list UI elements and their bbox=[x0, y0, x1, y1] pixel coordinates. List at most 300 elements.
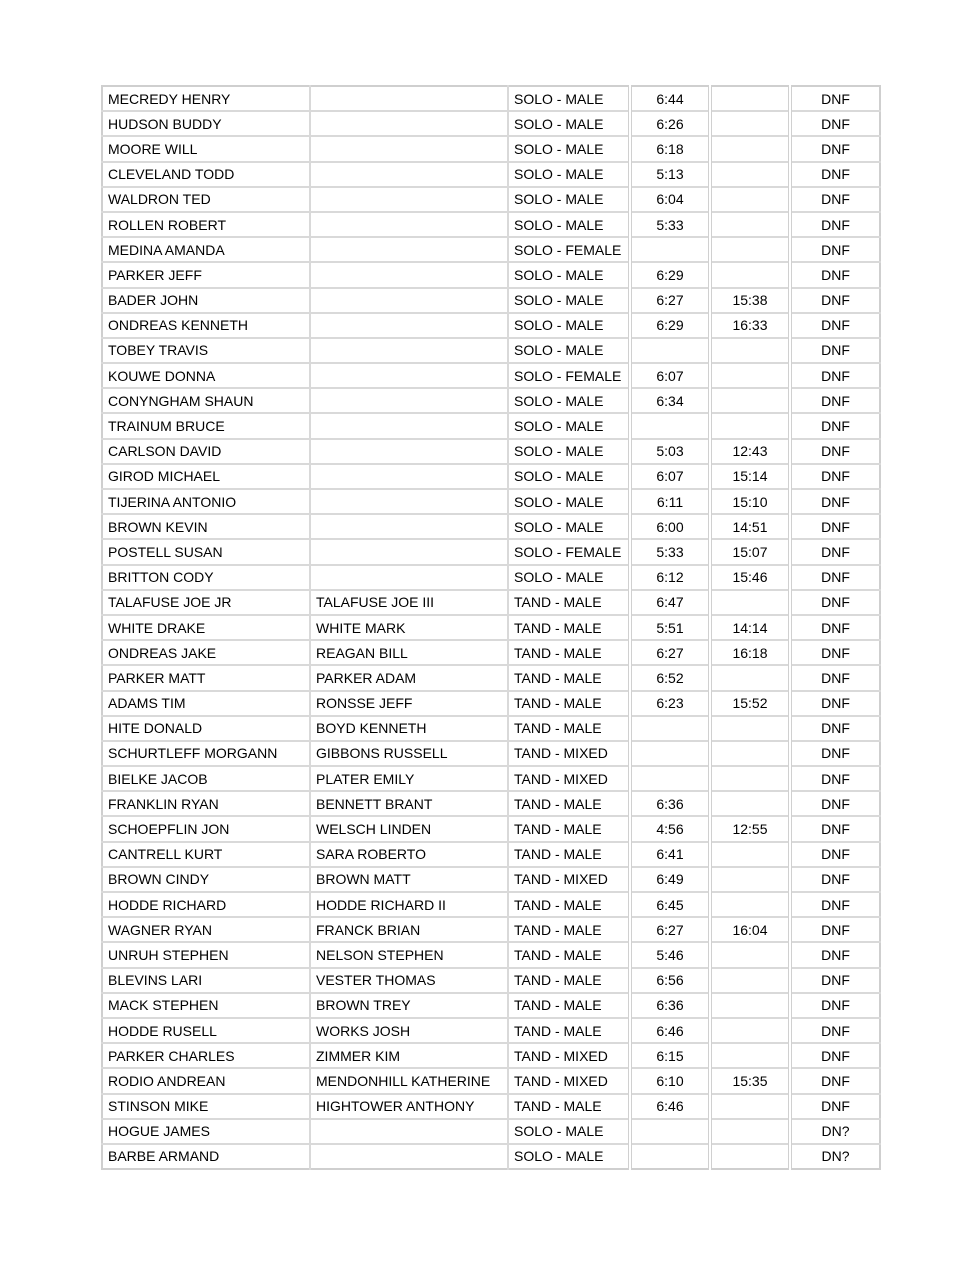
category-cell: TAND - MALE bbox=[508, 1018, 630, 1043]
partner-name-cell: VESTER THOMAS bbox=[310, 968, 508, 993]
category-cell: TAND - MALE bbox=[508, 816, 630, 841]
rider-name-cell: WHITE DRAKE bbox=[102, 615, 310, 640]
partner-name-cell bbox=[310, 464, 508, 489]
lap1-time-cell: 6:12 bbox=[630, 565, 710, 590]
rider-name-cell: ADAMS TIM bbox=[102, 691, 310, 716]
category-cell: TAND - MALE bbox=[508, 791, 630, 816]
status-cell: DNF bbox=[790, 917, 880, 942]
lap1-time-cell bbox=[630, 237, 710, 262]
status-cell: DNF bbox=[790, 111, 880, 136]
table-row bbox=[102, 313, 880, 338]
rider-name-cell: ONDREAS KENNETH bbox=[102, 313, 310, 338]
partner-name-cell bbox=[310, 514, 508, 539]
rider-name-cell: ONDREAS JAKE bbox=[102, 640, 310, 665]
table-row bbox=[102, 968, 880, 993]
lap2-time-cell bbox=[710, 111, 790, 136]
status-cell: DNF bbox=[790, 766, 880, 791]
lap1-time-cell: 6:41 bbox=[630, 842, 710, 867]
rider-name-cell: BADER JOHN bbox=[102, 288, 310, 313]
lap2-time-cell bbox=[710, 968, 790, 993]
lap2-time-cell bbox=[710, 1144, 790, 1169]
status-cell: DNF bbox=[790, 842, 880, 867]
partner-name-cell: WORKS JOSH bbox=[310, 1018, 508, 1043]
partner-name-cell bbox=[310, 439, 508, 464]
lap2-time-cell: 12:43 bbox=[710, 439, 790, 464]
status-cell: DNF bbox=[790, 615, 880, 640]
lap1-time-cell: 6:00 bbox=[630, 514, 710, 539]
status-cell: DNF bbox=[790, 640, 880, 665]
lap2-time-cell bbox=[710, 388, 790, 413]
status-cell: DNF bbox=[790, 1094, 880, 1119]
lap1-time-cell: 6:27 bbox=[630, 917, 710, 942]
partner-name-cell: FRANCK BRIAN bbox=[310, 917, 508, 942]
lap2-time-cell: 14:51 bbox=[710, 514, 790, 539]
status-cell: DNF bbox=[790, 187, 880, 212]
table-row bbox=[102, 716, 880, 741]
partner-name-cell: HIGHTOWER ANTHONY bbox=[310, 1094, 508, 1119]
rider-name-cell: BROWN CINDY bbox=[102, 867, 310, 892]
lap2-time-cell: 15:07 bbox=[710, 539, 790, 564]
status-cell: DNF bbox=[790, 464, 880, 489]
table-row bbox=[102, 1119, 880, 1144]
status-cell: DNF bbox=[790, 942, 880, 967]
category-cell: SOLO - MALE bbox=[508, 187, 630, 212]
partner-name-cell bbox=[310, 237, 508, 262]
lap2-time-cell bbox=[710, 590, 790, 615]
category-cell: TAND - MALE bbox=[508, 716, 630, 741]
partner-name-cell bbox=[310, 111, 508, 136]
rider-name-cell: CARLSON DAVID bbox=[102, 439, 310, 464]
lap1-time-cell bbox=[630, 338, 710, 363]
lap2-time-cell bbox=[710, 766, 790, 791]
category-cell: TAND - MALE bbox=[508, 968, 630, 993]
rider-name-cell: CLEVELAND TODD bbox=[102, 162, 310, 187]
lap1-time-cell: 6:27 bbox=[630, 640, 710, 665]
partner-name-cell bbox=[310, 187, 508, 212]
status-cell: DNF bbox=[790, 136, 880, 161]
lap1-time-cell: 6:44 bbox=[630, 86, 710, 111]
table-row bbox=[102, 338, 880, 363]
lap2-time-cell: 15:52 bbox=[710, 691, 790, 716]
partner-name-cell bbox=[310, 388, 508, 413]
partner-name-cell: HODDE RICHARD II bbox=[310, 892, 508, 917]
category-cell: SOLO - MALE bbox=[508, 111, 630, 136]
rider-name-cell: BROWN KEVIN bbox=[102, 514, 310, 539]
lap2-time-cell bbox=[710, 338, 790, 363]
lap2-time-cell bbox=[710, 212, 790, 237]
status-cell: DNF bbox=[790, 413, 880, 438]
category-cell: SOLO - MALE bbox=[508, 413, 630, 438]
partner-name-cell: BROWN TREY bbox=[310, 993, 508, 1018]
status-cell: DNF bbox=[790, 691, 880, 716]
category-cell: SOLO - MALE bbox=[508, 162, 630, 187]
category-cell: SOLO - MALE bbox=[508, 388, 630, 413]
partner-name-cell: GIBBONS RUSSELL bbox=[310, 741, 508, 766]
partner-name-cell: ZIMMER KIM bbox=[310, 1043, 508, 1068]
category-cell: SOLO - MALE bbox=[508, 313, 630, 338]
category-cell: SOLO - MALE bbox=[508, 1144, 630, 1169]
status-cell: DNF bbox=[790, 262, 880, 287]
table-row bbox=[102, 615, 880, 640]
category-cell: TAND - MIXED bbox=[508, 1068, 630, 1093]
partner-name-cell: WELSCH LINDEN bbox=[310, 816, 508, 841]
lap1-time-cell: 5:03 bbox=[630, 439, 710, 464]
status-cell: DNF bbox=[790, 867, 880, 892]
lap2-time-cell bbox=[710, 363, 790, 388]
table-row bbox=[102, 741, 880, 766]
lap2-time-cell: 16:33 bbox=[710, 313, 790, 338]
rider-name-cell: TIJERINA ANTONIO bbox=[102, 489, 310, 514]
category-cell: TAND - MIXED bbox=[508, 741, 630, 766]
status-cell: DN? bbox=[790, 1119, 880, 1144]
status-cell: DNF bbox=[790, 716, 880, 741]
lap2-time-cell bbox=[710, 741, 790, 766]
status-cell: DNF bbox=[790, 313, 880, 338]
lap1-time-cell: 6:26 bbox=[630, 111, 710, 136]
rider-name-cell: BIELKE JACOB bbox=[102, 766, 310, 791]
lap1-time-cell: 6:27 bbox=[630, 288, 710, 313]
partner-name-cell bbox=[310, 565, 508, 590]
partner-name-cell: PLATER EMILY bbox=[310, 766, 508, 791]
rider-name-cell: HODDE RICHARD bbox=[102, 892, 310, 917]
partner-name-cell bbox=[310, 338, 508, 363]
table-row bbox=[102, 993, 880, 1018]
rider-name-cell: MEDINA AMANDA bbox=[102, 237, 310, 262]
rider-name-cell: STINSON MIKE bbox=[102, 1094, 310, 1119]
table-row bbox=[102, 1144, 880, 1169]
lap1-time-cell: 6:56 bbox=[630, 968, 710, 993]
partner-name-cell bbox=[310, 539, 508, 564]
status-cell: DNF bbox=[790, 1068, 880, 1093]
table-row bbox=[102, 1043, 880, 1068]
rider-name-cell: TALAFUSE JOE JR bbox=[102, 590, 310, 615]
category-cell: SOLO - MALE bbox=[508, 212, 630, 237]
partner-name-cell bbox=[310, 489, 508, 514]
lap2-time-cell bbox=[710, 892, 790, 917]
status-cell: DNF bbox=[790, 539, 880, 564]
lap1-time-cell: 6:34 bbox=[630, 388, 710, 413]
status-cell: DNF bbox=[790, 741, 880, 766]
table-row bbox=[102, 413, 880, 438]
rider-name-cell: BRITTON CODY bbox=[102, 565, 310, 590]
table-row bbox=[102, 942, 880, 967]
partner-name-cell: REAGAN BILL bbox=[310, 640, 508, 665]
rider-name-cell: WALDRON TED bbox=[102, 187, 310, 212]
lap2-time-cell bbox=[710, 1043, 790, 1068]
table-row bbox=[102, 1018, 880, 1043]
status-cell: DNF bbox=[790, 665, 880, 690]
status-cell: DNF bbox=[790, 816, 880, 841]
category-cell: TAND - MALE bbox=[508, 1094, 630, 1119]
status-cell: DNF bbox=[790, 1043, 880, 1068]
lap1-time-cell: 6:46 bbox=[630, 1094, 710, 1119]
table-row bbox=[102, 489, 880, 514]
lap2-time-cell bbox=[710, 1018, 790, 1043]
lap1-time-cell bbox=[630, 716, 710, 741]
table-row bbox=[102, 867, 880, 892]
category-cell: SOLO - MALE bbox=[508, 514, 630, 539]
category-cell: SOLO - MALE bbox=[508, 565, 630, 590]
rider-name-cell: MOORE WILL bbox=[102, 136, 310, 161]
partner-name-cell bbox=[310, 413, 508, 438]
category-cell: SOLO - MALE bbox=[508, 338, 630, 363]
status-cell: DNF bbox=[790, 489, 880, 514]
rider-name-cell: CANTRELL KURT bbox=[102, 842, 310, 867]
lap2-time-cell bbox=[710, 187, 790, 212]
category-cell: TAND - MALE bbox=[508, 590, 630, 615]
category-cell: SOLO - MALE bbox=[508, 464, 630, 489]
lap1-time-cell: 6:29 bbox=[630, 313, 710, 338]
rider-name-cell: HOGUE JAMES bbox=[102, 1119, 310, 1144]
status-cell: DNF bbox=[790, 439, 880, 464]
status-cell: DNF bbox=[790, 237, 880, 262]
lap1-time-cell: 6:47 bbox=[630, 590, 710, 615]
partner-name-cell: MENDONHILL KATHERINE bbox=[310, 1068, 508, 1093]
lap1-time-cell: 6:49 bbox=[630, 867, 710, 892]
table-row bbox=[102, 842, 880, 867]
category-cell: SOLO - FEMALE bbox=[508, 363, 630, 388]
rider-name-cell: MECREDY HENRY bbox=[102, 86, 310, 111]
lap1-time-cell: 6:23 bbox=[630, 691, 710, 716]
rider-name-cell: TRAINUM BRUCE bbox=[102, 413, 310, 438]
lap1-time-cell: 5:51 bbox=[630, 615, 710, 640]
category-cell: SOLO - MALE bbox=[508, 262, 630, 287]
rider-name-cell: RODIO ANDREAN bbox=[102, 1068, 310, 1093]
rider-name-cell: FRANKLIN RYAN bbox=[102, 791, 310, 816]
lap1-time-cell: 6:45 bbox=[630, 892, 710, 917]
category-cell: TAND - MALE bbox=[508, 842, 630, 867]
lap2-time-cell bbox=[710, 716, 790, 741]
rider-name-cell: ROLLEN ROBERT bbox=[102, 212, 310, 237]
lap2-time-cell bbox=[710, 262, 790, 287]
lap2-time-cell: 16:18 bbox=[710, 640, 790, 665]
status-cell: DNF bbox=[790, 288, 880, 313]
lap2-time-cell bbox=[710, 413, 790, 438]
lap2-time-cell: 15:14 bbox=[710, 464, 790, 489]
lap1-time-cell bbox=[630, 766, 710, 791]
table-row bbox=[102, 539, 880, 564]
partner-name-cell bbox=[310, 262, 508, 287]
table-row bbox=[102, 363, 880, 388]
results-body bbox=[102, 86, 880, 1169]
table-row bbox=[102, 791, 880, 816]
table-row bbox=[102, 187, 880, 212]
rider-name-cell: GIROD MICHAEL bbox=[102, 464, 310, 489]
partner-name-cell: NELSON STEPHEN bbox=[310, 942, 508, 967]
partner-name-cell: RONSSE JEFF bbox=[310, 691, 508, 716]
rider-name-cell: POSTELL SUSAN bbox=[102, 539, 310, 564]
rider-name-cell: UNRUH STEPHEN bbox=[102, 942, 310, 967]
rider-name-cell: HUDSON BUDDY bbox=[102, 111, 310, 136]
rider-name-cell: WAGNER RYAN bbox=[102, 917, 310, 942]
rider-name-cell: HITE DONALD bbox=[102, 716, 310, 741]
lap2-time-cell: 14:14 bbox=[710, 615, 790, 640]
lap1-time-cell: 6:52 bbox=[630, 665, 710, 690]
partner-name-cell bbox=[310, 162, 508, 187]
partner-name-cell: BENNETT BRANT bbox=[310, 791, 508, 816]
results-table bbox=[101, 85, 881, 1170]
partner-name-cell: TALAFUSE JOE III bbox=[310, 590, 508, 615]
table-row bbox=[102, 212, 880, 237]
partner-name-cell bbox=[310, 1119, 508, 1144]
category-cell: SOLO - MALE bbox=[508, 288, 630, 313]
category-cell: TAND - MALE bbox=[508, 993, 630, 1018]
table-row bbox=[102, 565, 880, 590]
category-cell: SOLO - MALE bbox=[508, 489, 630, 514]
table-row bbox=[102, 1094, 880, 1119]
category-cell: TAND - MALE bbox=[508, 691, 630, 716]
lap1-time-cell: 6:36 bbox=[630, 791, 710, 816]
lap1-time-cell: 6:11 bbox=[630, 489, 710, 514]
status-cell: DNF bbox=[790, 968, 880, 993]
table-row bbox=[102, 816, 880, 841]
lap2-time-cell bbox=[710, 942, 790, 967]
lap1-time-cell: 6:29 bbox=[630, 262, 710, 287]
category-cell: SOLO - FEMALE bbox=[508, 539, 630, 564]
lap1-time-cell: 6:15 bbox=[630, 1043, 710, 1068]
lap1-time-cell: 5:13 bbox=[630, 162, 710, 187]
lap2-time-cell: 15:38 bbox=[710, 288, 790, 313]
lap2-time-cell bbox=[710, 162, 790, 187]
partner-name-cell: PARKER ADAM bbox=[310, 665, 508, 690]
table-row bbox=[102, 111, 880, 136]
lap2-time-cell bbox=[710, 136, 790, 161]
table-row bbox=[102, 262, 880, 287]
lap1-time-cell bbox=[630, 1119, 710, 1144]
category-cell: TAND - MIXED bbox=[508, 1043, 630, 1068]
lap1-time-cell: 6:18 bbox=[630, 136, 710, 161]
table-row bbox=[102, 388, 880, 413]
category-cell: TAND - MALE bbox=[508, 640, 630, 665]
lap2-time-cell: 16:04 bbox=[710, 917, 790, 942]
table-row bbox=[102, 237, 880, 262]
status-cell: DNF bbox=[790, 363, 880, 388]
lap2-time-cell bbox=[710, 993, 790, 1018]
status-cell: DNF bbox=[790, 514, 880, 539]
status-cell: DNF bbox=[790, 993, 880, 1018]
table-row bbox=[102, 640, 880, 665]
partner-name-cell: BROWN MATT bbox=[310, 867, 508, 892]
category-cell: SOLO - MALE bbox=[508, 136, 630, 161]
lap1-time-cell: 6:07 bbox=[630, 363, 710, 388]
partner-name-cell bbox=[310, 288, 508, 313]
table-row bbox=[102, 439, 880, 464]
table-row bbox=[102, 86, 880, 111]
lap2-time-cell bbox=[710, 867, 790, 892]
lap2-time-cell bbox=[710, 1119, 790, 1144]
lap2-time-cell: 15:46 bbox=[710, 565, 790, 590]
lap1-time-cell: 5:33 bbox=[630, 212, 710, 237]
partner-name-cell bbox=[310, 136, 508, 161]
partner-name-cell bbox=[310, 86, 508, 111]
table-row bbox=[102, 766, 880, 791]
table-row bbox=[102, 665, 880, 690]
status-cell: DN? bbox=[821, 1148, 850, 1165]
category-cell: TAND - MIXED bbox=[508, 867, 630, 892]
lap2-time-cell bbox=[710, 842, 790, 867]
status-cell: DNF bbox=[790, 86, 880, 111]
table-row bbox=[102, 1068, 880, 1093]
rider-name-cell: HODDE RUSELL bbox=[102, 1018, 310, 1043]
lap1-time-cell: 6:10 bbox=[630, 1068, 710, 1093]
table-row bbox=[102, 691, 880, 716]
lap1-time-cell: 6:07 bbox=[630, 464, 710, 489]
table-row bbox=[102, 514, 880, 539]
rider-name-cell: KOUWE DONNA bbox=[102, 363, 310, 388]
category-cell: SOLO - MALE bbox=[508, 86, 630, 111]
rider-name-cell: MACK STEPHEN bbox=[102, 993, 310, 1018]
partner-name-cell bbox=[310, 313, 508, 338]
lap2-time-cell bbox=[710, 791, 790, 816]
lap1-time-cell: 5:46 bbox=[630, 942, 710, 967]
rider-name-cell: PARKER CHARLES bbox=[102, 1043, 310, 1068]
category-cell: TAND - MALE bbox=[508, 665, 630, 690]
status-cell: DNF bbox=[790, 388, 880, 413]
category-cell: TAND - MALE bbox=[508, 615, 630, 640]
lap2-time-cell bbox=[710, 1094, 790, 1119]
lap2-time-cell: 15:35 bbox=[710, 1068, 790, 1093]
status-cell: DNF bbox=[790, 1018, 880, 1043]
rider-name-cell: SCHURTLEFF MORGANN bbox=[102, 741, 310, 766]
lap1-time-cell: 6:04 bbox=[630, 187, 710, 212]
status-cell: DNF bbox=[790, 338, 880, 363]
lap1-time-cell bbox=[630, 413, 710, 438]
rider-name-cell: BLEVINS LARI bbox=[102, 968, 310, 993]
lap1-time-cell bbox=[630, 741, 710, 766]
rider-name-cell: PARKER MATT bbox=[102, 665, 310, 690]
partner-name-cell bbox=[310, 1144, 508, 1169]
lap1-time-cell: 4:56 bbox=[630, 816, 710, 841]
partner-name-cell bbox=[310, 212, 508, 237]
category-cell: TAND - MALE bbox=[508, 942, 630, 967]
lap1-time-cell: 6:36 bbox=[630, 993, 710, 1018]
rider-name-cell: SCHOEPFLIN JON bbox=[102, 816, 310, 841]
lap1-time-cell: 6:46 bbox=[630, 1018, 710, 1043]
status-cell: DNF bbox=[790, 565, 880, 590]
category-cell: TAND - MALE bbox=[508, 892, 630, 917]
table-row bbox=[102, 590, 880, 615]
partner-name-cell: BOYD KENNETH bbox=[310, 716, 508, 741]
table-row bbox=[102, 288, 880, 313]
status-cell: DNF bbox=[790, 791, 880, 816]
category-cell: TAND - MALE bbox=[508, 917, 630, 942]
partner-name-cell bbox=[310, 363, 508, 388]
category-cell: SOLO - MALE bbox=[508, 439, 630, 464]
lap2-time-cell: 15:10 bbox=[710, 489, 790, 514]
rider-name-cell: TOBEY TRAVIS bbox=[102, 338, 310, 363]
table-row bbox=[102, 892, 880, 917]
rider-name-cell: BARBE ARMAND bbox=[102, 1144, 310, 1169]
category-cell: SOLO - FEMALE bbox=[508, 237, 630, 262]
lap1-time-cell bbox=[630, 1144, 710, 1169]
partner-name-cell: WHITE MARK bbox=[310, 615, 508, 640]
lap2-time-cell bbox=[710, 86, 790, 111]
status-cell: DNF bbox=[790, 892, 880, 917]
status-cell: DNF bbox=[790, 162, 880, 187]
rider-name-cell: PARKER JEFF bbox=[102, 262, 310, 287]
table-row bbox=[102, 136, 880, 161]
lap1-time-cell: 5:33 bbox=[630, 539, 710, 564]
table-row bbox=[102, 464, 880, 489]
table-row bbox=[102, 917, 880, 942]
category-cell: TAND - MIXED bbox=[508, 766, 630, 791]
partner-name-cell: SARA ROBERTO bbox=[310, 842, 508, 867]
lap2-time-cell bbox=[710, 665, 790, 690]
lap2-time-cell: 12:55 bbox=[710, 816, 790, 841]
status-cell: DNF bbox=[790, 590, 880, 615]
table-row bbox=[102, 162, 880, 187]
lap2-time-cell bbox=[710, 237, 790, 262]
